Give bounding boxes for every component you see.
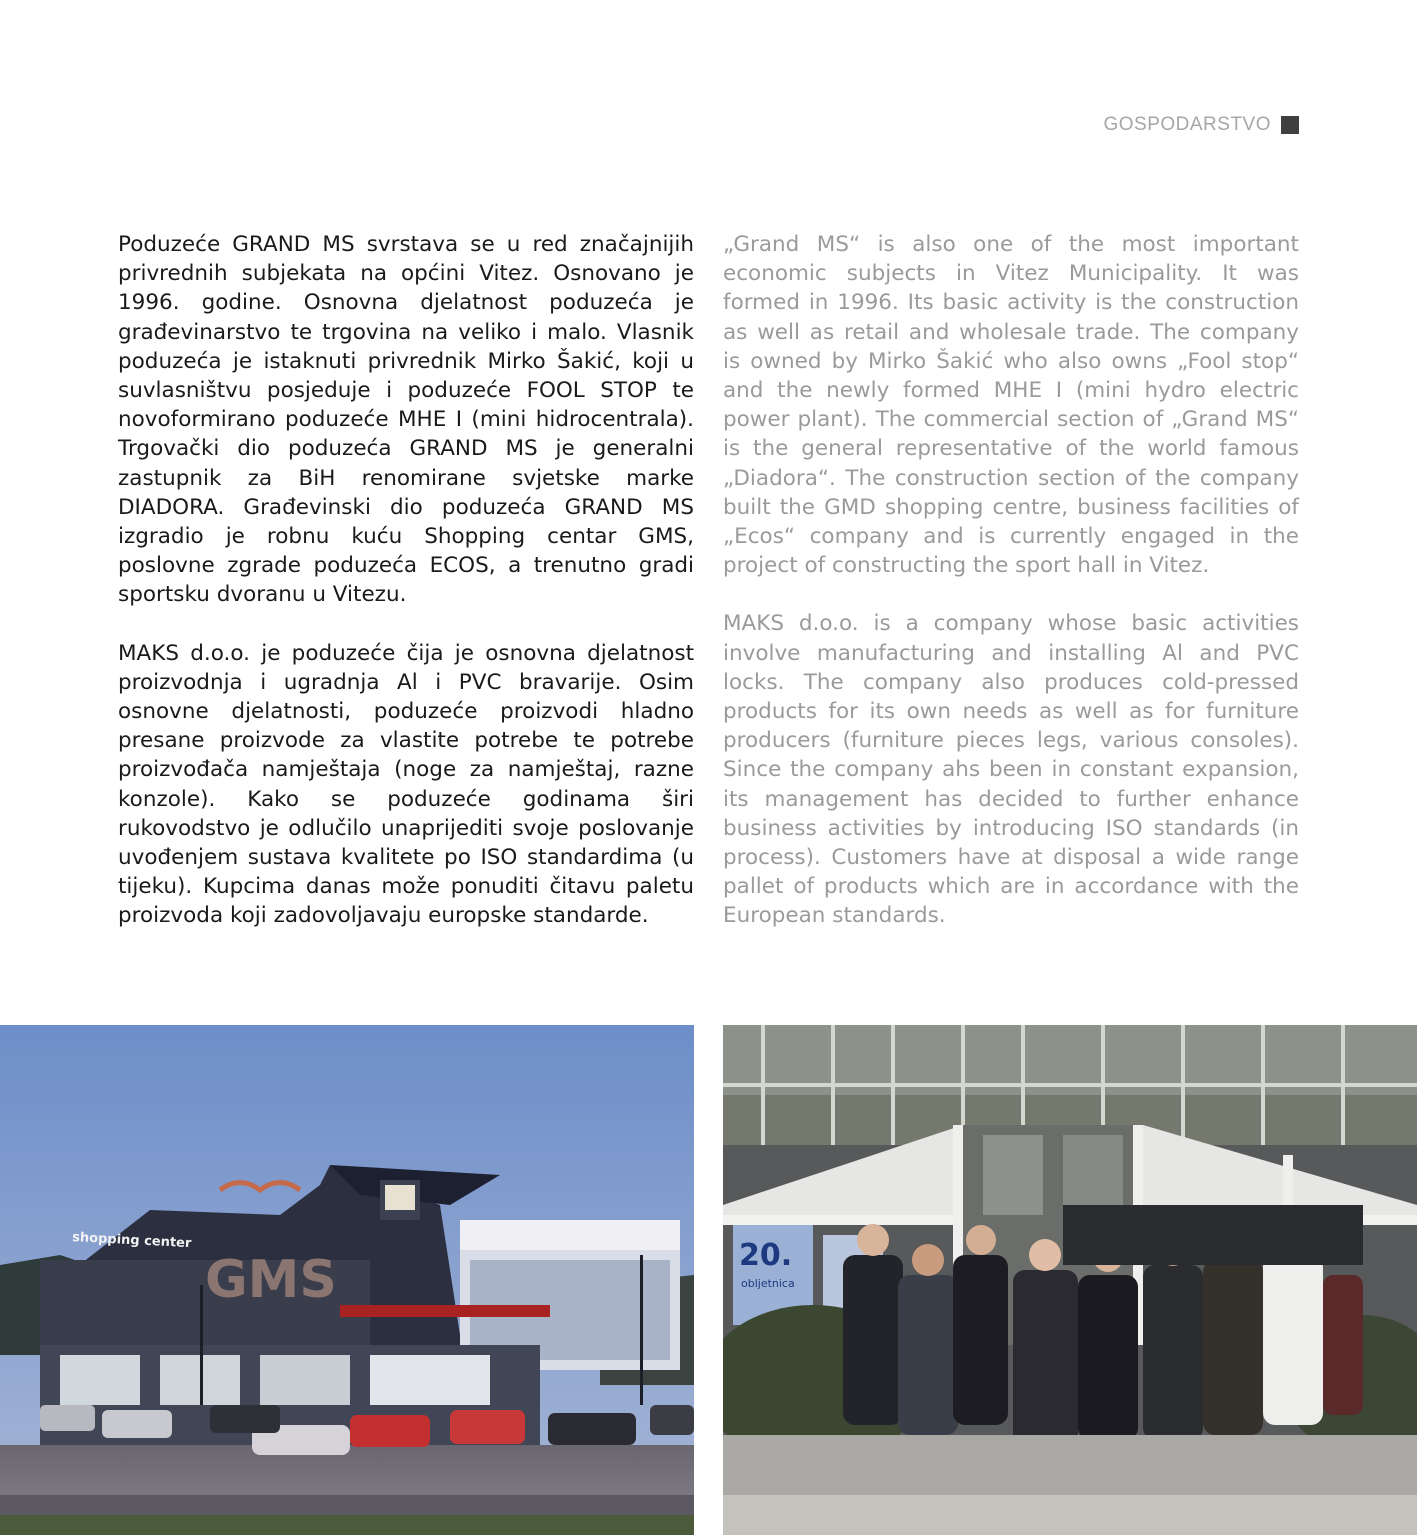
sign-large-text: GMS bbox=[205, 1250, 337, 1310]
section-label: GOSPODARSTVO bbox=[1103, 114, 1271, 135]
sign-small-text: shopping center bbox=[71, 1230, 192, 1252]
section-header bbox=[1103, 114, 1299, 136]
banner-number: 20. bbox=[739, 1238, 793, 1273]
paragraph-grand-ms-en: „Grand MS“ is also one of the most important economic subjects in Vitez Municipality. It was formed in 1996. Its basic activity is the construction as well as retail and wholesale trade. The company is owned by Mirko Šakić who also owns „Fool stop“ and the newly formed MHE I (mini hydro electric power plant). The commercial section of „Grand MS“ is the general representative of the world famous „Diadora“. The construction section of the company built the GMD shopping centre, business facilities of „Ecos“ company and is currently engaged in the project of constructing the sport hall in Vitez. bbox=[723, 232, 1299, 579]
paragraph-maks-en: MAKS d.o.o. is a company whose basic activities involve manufacturing and installing Al and PVC locks. The company also produces cold-pressed products for its own needs as well as for furniture producers (furniture pieces legs, various consoles). Since the company ahs been in constant expansion, its management has decided to further enhance business activities by introducing ISO standards (in process). Customers have at disposal a wide range pallet of products which are in accordance with the European standards. bbox=[723, 611, 1299, 929]
group-photo-illustration bbox=[723, 1025, 1417, 1535]
paragraph-grand-ms-hr: Poduzeće GRAND MS svrstava se u red značajnijih privrednih subjekata na općini Vitez. Osnovano je 1996. godine. Osnovna djelatnost poduzeća je građevinarstvo te trgovina na veliko i malo. Vlasnik poduzeća je istaknuti privrednik Mirko Šakić, koji u suvlasništvu posjeduje i poduzeće FOOL STOP te novoformirano poduzeće MHE I (mini hidrocentrala). Trgovački dio poduzeća GRAND MS je generalni zastupnik za BiH renomirane svjetske marke DIADORA. Građevinski dio poduzeća GRAND MS izgradio je robnu kuću Shopping centar GMS, poslovne zgrade poduzeća ECOS, a trenutno gradi sportsku dvoranu u Vitezu. bbox=[118, 232, 694, 608]
shopping-center-photo bbox=[0, 1025, 694, 1535]
banner-word: obljetnica bbox=[741, 1277, 795, 1290]
group-photo bbox=[723, 1025, 1417, 1535]
section-square-icon bbox=[1281, 116, 1299, 134]
paragraph-maks-hr: MAKS d.o.o. je poduzeće čija je osnovna djelatnost proizvodnja i ugradnja Al i PVC bravarije. Osim osnovne djelatnosti, poduzeće proizvodi hladno presane proizvode za vlastite potrebe te potrebe proizvođača namještaja (noge za namještaj, razne konzole). Kako se poduzeće godinama širi rukovodstvo je odlučilo unaprijediti svoje poslovanje uvođenjem sustava kvalitete po ISO standardima (u tijeku). Kupcima danas može ponuditi čitavu paletu proizvoda koji zadovoljavaju europske standarde. bbox=[118, 640, 694, 929]
english-text-column bbox=[723, 230, 1299, 960]
croatian-text-column bbox=[118, 230, 694, 960]
shopping-center-illustration bbox=[0, 1025, 694, 1535]
